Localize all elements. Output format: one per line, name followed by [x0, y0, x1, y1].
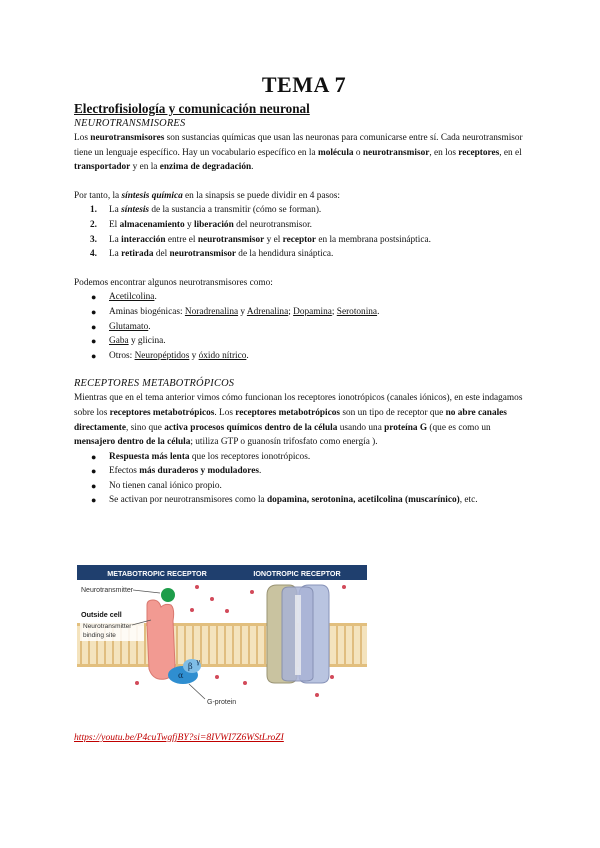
list-item: ● Otros: Neuropéptidos y óxido nítrico.: [91, 350, 249, 361]
list-item: ● Se activan por neurotransmisores como la dopamina, serotonina, acetilcolina (muscarínico), etc.: [91, 495, 478, 506]
metabotropic-paragraph: Mientras que en el tema anterior vimos cómo funcionan los receptores ionotrópicos (canales iónicos), en este indagamos sobre los receptores metabotrópicos. Los receptores metabotrópicos son un tipo de receptor que no abre canales directamente, sino que activa procesos químicos dentro de la célula usando una proteína G (que es como un mensajero dentro de la célula; utiliza GTP o guanosín trifosfato como energía ).: [74, 393, 523, 448]
gprotein-label: G-protein: [207, 699, 237, 706]
document-page: [74, 72, 534, 508]
list-item: ● No tienen canal iónico propio.: [91, 480, 222, 491]
serotonina-link[interactable]: Serotonina: [336, 306, 378, 317]
receptors-illustration: [77, 565, 367, 723]
acetilcolina-link[interactable]: Acetilcolina: [109, 292, 155, 303]
neuropeptidos-link[interactable]: Neuropéptidos: [134, 350, 190, 361]
steps-intro: Por tanto, la síntesis química en la sinapsis se puede dividir en 4 pasos:: [74, 190, 340, 201]
beta-label: β: [188, 662, 193, 671]
glutamato-link[interactable]: Glutamato: [109, 321, 149, 332]
intro-paragraph: Los neurotransmisores son sustancias químicas que usan las neuronas para comunicarse entre sí. Cada neurotransmisor tiene un lenguaje específico. Hay un vocabulario específico en la molécula o neurotransmisor, en los receptores, en el transportador y en la enzima de degradación.: [74, 133, 523, 173]
metabotropic-receptor-protein: [147, 600, 175, 679]
binding-site-label-line1: Neurotransmitter: [83, 623, 132, 630]
list-item: ● Gaba y glicina.: [91, 336, 166, 347]
metabotropic-features-list: [74, 450, 534, 508]
steps-list: [74, 203, 534, 261]
subsection-title-neurotransmisores: NEUROTRANSMISORES: [74, 118, 186, 129]
oxido-nitrico-link[interactable]: óxido nítrico: [198, 350, 247, 361]
list-item: ● Acetilcolina.: [91, 292, 157, 303]
list-item: 1. La síntesis de la sustancia a transmitir (cómo se forman).: [90, 205, 322, 216]
dopamina-link[interactable]: Dopamina: [293, 306, 332, 317]
neurotransmitters-intro: Podemos encontrar algunos neurotransmisores como:: [74, 277, 273, 288]
ionotropic-label: IONOTROPIC RECEPTOR: [253, 569, 341, 578]
list-item: 4. La retirada del neurotransmisor de la hendidura sináptica.: [90, 249, 334, 260]
list-item: 2. El almacenamiento y liberación del neurotransmisor.: [90, 219, 312, 230]
page-title: TEMA 7: [261, 72, 347, 97]
list-item: ● Aminas biogénicas: Noradrenalina y Adrenalina; Dopamina; Serotonina.: [91, 306, 380, 317]
list-item: ● Glutamato.: [91, 321, 151, 332]
list-item: ● Respuesta más lenta que los receptores ionotrópicos.: [91, 451, 311, 462]
noradrenalina-link[interactable]: Noradrenalina: [184, 306, 239, 317]
binding-site-label-line2: binding site: [83, 632, 116, 639]
section-heading: Electrofisiología y comunicación neuronal: [74, 101, 310, 116]
subsection-title-metabotropicos: RECEPTORES METABOTRÓPICOS: [74, 378, 235, 390]
gaba-link[interactable]: Gaba: [109, 336, 129, 347]
outside-cell-label: Outside cell: [81, 610, 122, 619]
list-item: 3. La interacción entre el neurotransmisor y el receptor en la membrana postsináptica.: [90, 234, 431, 245]
metabotropic-label: METABOTROPIC RECEPTOR: [107, 569, 207, 578]
youtube-link[interactable]: https://youtu.be/P4cuTwgfjBY?si=8IVWI7Z6WStLroZI: [74, 732, 284, 743]
neurotransmitter-molecule: [161, 588, 175, 602]
list-item: ● Efectos más duraderos y moduladores.: [91, 466, 262, 477]
ionotropic-channel: [267, 585, 329, 683]
neurotransmitter-label: Neurotransmitter: [81, 587, 134, 594]
adrenalina-link[interactable]: Adrenalina: [246, 306, 289, 317]
neurotransmitters-list: [74, 290, 534, 363]
gamma-label: γ: [196, 658, 201, 666]
alpha-label: α: [178, 671, 184, 680]
receptors-figure: [77, 565, 367, 723]
